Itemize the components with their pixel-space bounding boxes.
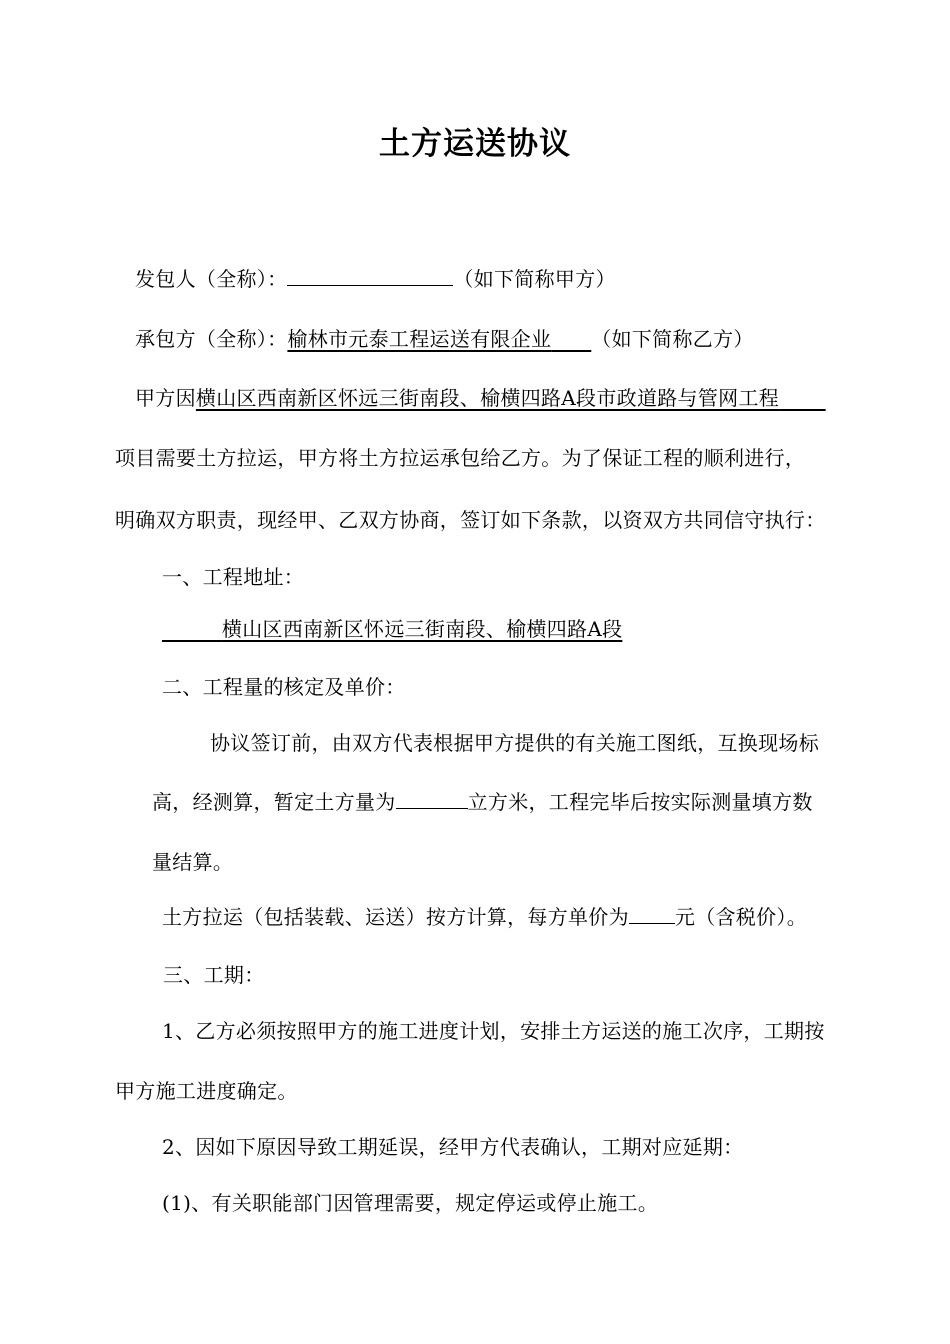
party-a-label: 发包人（全称）： (135, 267, 288, 291)
party-a-line (135, 265, 616, 293)
section-3-item2: 2、因如下原因导致工期延误，经甲方代表确认，工期对应延期： (162, 1135, 744, 1159)
section-3-item1-line1: 1、乙方必须按照甲方的施工进度计划，安排土方运送的施工次序，工期按 (162, 1019, 825, 1043)
section-3-item1-line2: 甲方施工进度确定。 (115, 1079, 298, 1103)
intro-line-3: 明确双方职责，现经甲、乙双方协商，签订如下条款，以资双方共同信守执行： (115, 508, 826, 532)
document-title: 土方运送协议 (379, 126, 571, 162)
party-b-label: 承包方（全称）： (135, 327, 288, 351)
section-1-heading: 一、工程地址： (162, 565, 305, 589)
quantity-blank (396, 788, 468, 809)
section-2-p1-line1: 协议签订前，由双方代表根据甲方提供的有关施工图纸，互换现场标 (210, 731, 819, 755)
party-b-name: 榆林市元泰工程运送有限企业 (287, 327, 552, 351)
party-b-line (135, 325, 754, 353)
project-name: 横山区西南新区怀远三街南段、榆横四路A段市政道路与管网工程 (195, 386, 780, 410)
section-2-p1-line2: 高，经测算，暂定土方量为 立方米，工程完毕后按实际测量填方数 (152, 790, 813, 814)
section-3-heading: 三、工期： (163, 963, 265, 987)
intro-prefix: 甲方因 (135, 386, 196, 410)
intro-line-2: 项目需要土方拉运，甲方将土方拉运承包给乙方。为了保证工程的顺利进行， (115, 446, 806, 470)
party-a-name-blank (287, 265, 453, 286)
project-address: 横山区西南新区怀远三街南段、榆横四路A段 (221, 617, 623, 641)
section-2-p2: 土方拉运（包括装载、运送）按方计算，每方单价为 元（含税价）。 (162, 905, 808, 929)
section-2-p1-line3: 量结算。 (152, 850, 234, 874)
intro-line-1 (135, 384, 826, 412)
section-3-item2-1: (1)、有关职能部门因管理需要，规定停运或停止施工。 (162, 1191, 659, 1215)
section-2-heading: 二、工程量的核定及单价： (162, 675, 406, 699)
unit-price-blank (629, 903, 675, 924)
party-a-suffix: （如下简称甲方） (453, 267, 616, 291)
party-b-suffix: （如下简称乙方） (591, 327, 754, 351)
